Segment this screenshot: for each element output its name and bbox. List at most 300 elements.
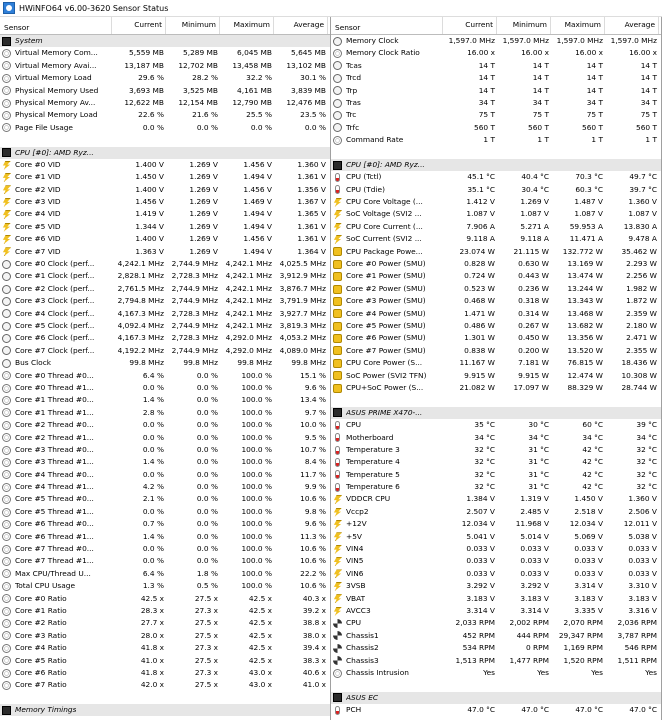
current-value: 32 °C [474, 482, 495, 492]
sensor-name: Core #0 Clock (perf... [15, 259, 95, 269]
average-value: 99.8 MHz [291, 358, 326, 368]
sensor-row[interactable] [331, 580, 661, 592]
sensor-row[interactable] [0, 630, 330, 642]
col-minimum-header[interactable]: Minimum [497, 17, 551, 34]
sensor-row[interactable] [331, 196, 661, 208]
sensor-row[interactable] [0, 109, 330, 121]
current-value: 34 T [478, 97, 495, 107]
sensor-name-cell [0, 642, 112, 654]
sensor-name-cell [331, 506, 443, 518]
sensor-name-cell [331, 493, 443, 505]
thermometer-icon [335, 458, 340, 467]
clock-icon [2, 285, 11, 294]
average-value: 47.0 °C [629, 705, 657, 715]
maximum-value: 1.494 V [243, 221, 272, 231]
voltage-icon [333, 594, 342, 603]
sensor-row[interactable] [331, 47, 661, 59]
maximum-value: 13.169 W [567, 259, 603, 269]
sensor-row[interactable] [0, 469, 330, 481]
sensor-row[interactable] [331, 518, 661, 530]
sensor-group-header[interactable] [0, 147, 330, 159]
maximum-value: 2,070 RPM [563, 618, 603, 628]
maximum-value: 1.456 V [243, 184, 272, 194]
sensor-row[interactable] [331, 444, 661, 456]
current-value: 4,192.2 MHz [117, 345, 164, 355]
current-value: 1.087 V [466, 209, 495, 219]
blank-row [0, 134, 330, 146]
sensor-row[interactable] [0, 332, 330, 344]
sensor-row[interactable] [0, 60, 330, 72]
average-value: 3,876.7 MHz [279, 283, 326, 293]
sensor-name-cell [331, 555, 443, 567]
sensor-row[interactable] [331, 370, 661, 382]
maximum-value: 0.033 V [574, 544, 603, 554]
average-value: 0.0 % [304, 122, 326, 132]
sensor-name: +5V [346, 531, 362, 541]
minimum-value: 0.033 V [520, 544, 549, 554]
sensor-row[interactable] [0, 357, 330, 369]
sensor-name: Core #3 Ratio [15, 630, 67, 640]
maximum-value: 132.772 W [562, 246, 603, 256]
sensor-name-cell [0, 617, 112, 629]
current-value: 34 °C [474, 432, 495, 442]
current-value: 1.301 W [464, 333, 495, 343]
minimum-value: 0.200 W [518, 345, 549, 355]
minimum-value: 5,289 MB [183, 48, 218, 58]
voltage-icon [2, 210, 11, 219]
average-value: 2.471 W [626, 333, 657, 343]
sensor-row[interactable] [0, 171, 330, 183]
average-value: 32 °C [636, 444, 657, 454]
maximum-value: 4,242.1 MHz [225, 308, 272, 318]
sensor-row[interactable] [331, 122, 661, 134]
current-value: 5.041 V [466, 531, 495, 541]
minimum-value: 5.014 V [520, 531, 549, 541]
sensor-row[interactable] [331, 493, 661, 505]
maximum-value: 100.0 % [241, 444, 272, 454]
sensor-row[interactable] [0, 394, 330, 406]
sensor-row[interactable] [0, 308, 330, 320]
col-sensor-header[interactable]: Sensor [331, 17, 443, 34]
sensor-name-cell [0, 246, 112, 258]
current-value: 0.468 W [464, 296, 495, 306]
sensor-row[interactable] [331, 295, 661, 307]
current-value: 3,693 MB [129, 85, 164, 95]
sensor-row[interactable] [331, 642, 661, 654]
sensor-name: Core #0 Thread #0... [15, 370, 94, 380]
minimum-value: 99.8 MHz [183, 358, 218, 368]
sensor-name-cell [0, 580, 112, 592]
maximum-value: 13.682 W [567, 320, 603, 330]
sensor-row[interactable] [0, 432, 330, 444]
gauge-icon [2, 656, 11, 665]
current-value: 99.8 MHz [129, 358, 164, 368]
clock-icon [333, 61, 342, 70]
minimum-value: 3.183 V [520, 593, 549, 603]
sensor-row[interactable] [331, 134, 661, 146]
average-value: 5,645 MB [291, 48, 326, 58]
sensor-row[interactable] [331, 35, 661, 47]
sensor-group-header[interactable] [331, 692, 661, 704]
sensor-row[interactable] [331, 469, 661, 481]
sensor-name: CPU (Tctl) [346, 172, 382, 182]
sensor-row[interactable] [0, 444, 330, 456]
sensor-group-header[interactable] [0, 35, 330, 47]
sensor-name-cell [0, 345, 112, 357]
power-icon [333, 346, 342, 355]
sensor-row[interactable] [0, 543, 330, 555]
sensor-name: CPU [346, 420, 362, 430]
power-icon [333, 247, 342, 256]
sensor-name-cell [331, 630, 443, 642]
current-value: 1.400 V [135, 234, 164, 244]
gauge-icon [2, 458, 11, 467]
average-value: 1.364 V [297, 246, 326, 256]
average-value: 13,102 MB [286, 60, 326, 70]
sensor-row[interactable] [0, 555, 330, 567]
sensor-row[interactable] [331, 667, 661, 679]
current-value: 3.292 V [466, 581, 495, 591]
average-value: 10.6 % [300, 544, 326, 554]
sensor-row[interactable] [0, 345, 330, 357]
sensor-row[interactable] [0, 370, 330, 382]
minimum-value: 0.5 % [196, 581, 218, 591]
maximum-value: 11.471 A [569, 234, 603, 244]
sensor-name: VDDCR CPU [346, 494, 391, 504]
sensor-name: Trfc [346, 122, 360, 132]
average-value: 15.1 % [300, 370, 326, 380]
sensor-row[interactable] [331, 233, 661, 245]
fan-icon [333, 619, 342, 628]
current-value: 1,597.0 MHz [448, 36, 495, 45]
average-value: 12.011 V [623, 519, 657, 529]
average-value: 0.033 V [628, 568, 657, 578]
chip-icon [333, 408, 342, 417]
average-value: 2.180 W [626, 320, 657, 330]
sensor-row[interactable] [0, 283, 330, 295]
sensor-group-header[interactable] [331, 407, 661, 419]
minimum-value: 0.0 % [196, 432, 218, 442]
sensor-name: Core #3 Thread #0... [15, 444, 94, 454]
minimum-value: 16.00 x [521, 48, 549, 58]
maximum-value: 12,790 MB [232, 97, 272, 107]
sensor-row[interactable] [331, 630, 661, 642]
maximum-value: 0.033 V [574, 556, 603, 566]
sensor-name-cell [0, 122, 112, 134]
sensor-row[interactable] [0, 605, 330, 617]
sensor-row[interactable] [0, 85, 330, 97]
sensor-row[interactable] [331, 345, 661, 357]
current-value: 1,513 RPM [455, 655, 495, 665]
maximum-value: 14 T [586, 60, 603, 70]
maximum-value: 1.494 V [243, 172, 272, 182]
voltage-icon [333, 235, 342, 244]
sensor-row[interactable] [331, 258, 661, 270]
clock-icon [333, 74, 342, 83]
sensor-name: PCH [346, 705, 362, 715]
sensor-row[interactable] [0, 382, 330, 394]
sensor-name: Motherboard [346, 432, 394, 442]
average-value: 1,597.0 MHz [610, 36, 657, 45]
sensor-name-cell [0, 407, 112, 419]
gauge-icon [2, 123, 11, 132]
sensor-name: Core #6 Thread #1... [15, 531, 94, 541]
sensor-row[interactable] [0, 47, 330, 59]
minimum-value: 2,744.9 MHz [171, 345, 218, 355]
minimum-value: 7.181 W [518, 358, 549, 368]
sensor-row[interactable] [0, 617, 330, 629]
sensor-row[interactable] [331, 605, 661, 617]
sensor-row[interactable] [0, 246, 330, 258]
power-icon [333, 285, 342, 294]
sensor-row[interactable] [0, 233, 330, 245]
sensor-name: Core #7 Power (SMU) [346, 345, 426, 355]
gauge-icon [2, 495, 11, 504]
col-sensor-header[interactable]: Sensor [0, 17, 112, 34]
average-value: 40.6 x [302, 667, 326, 677]
gauge-icon [2, 86, 11, 95]
sensor-name: Trc [346, 110, 357, 120]
minimum-value: 2,728.3 MHz [171, 333, 218, 343]
col-maximum-header[interactable]: Maximum [551, 17, 605, 34]
sensor-name-cell [0, 469, 112, 481]
sensor-name-cell [331, 233, 443, 245]
sensor-row[interactable] [331, 531, 661, 543]
current-value: 1 T [483, 135, 495, 145]
minimum-value: 3.292 V [520, 581, 549, 591]
maximum-value: 100.0 % [241, 395, 272, 405]
sensor-name-cell [0, 667, 112, 679]
sensor-name-cell [0, 47, 112, 59]
minimum-value: 30 °C [528, 420, 549, 430]
maximum-value: 4,242.1 MHz [225, 271, 272, 281]
sensor-row[interactable] [0, 184, 330, 196]
minimum-value: 3.314 V [520, 605, 549, 615]
sensor-row[interactable] [0, 518, 330, 530]
maximum-value: 1.087 V [574, 209, 603, 219]
window-title: HWiNFO64 v6.00-3620 Sensor Status [19, 3, 169, 13]
minimum-value: 0.630 W [518, 259, 549, 269]
gauge-icon [2, 446, 11, 455]
gauge-icon [2, 594, 11, 603]
maximum-value: 34 °C [582, 432, 603, 442]
average-value: 38.3 x [302, 655, 326, 665]
average-value: 2,036 RPM [617, 618, 657, 628]
sensor-name: Core #0 VID [15, 159, 61, 169]
sensor-row[interactable] [0, 72, 330, 84]
gauge-icon [2, 631, 11, 640]
sensor-row[interactable] [331, 320, 661, 332]
sensor-row[interactable] [0, 456, 330, 468]
sensor-group-header[interactable] [331, 159, 661, 171]
sensor-name: Core #2 Clock (perf... [15, 283, 95, 293]
sensor-name: Core #1 Ratio [15, 605, 67, 615]
minimum-value: Yes [537, 667, 549, 677]
sensor-row[interactable] [0, 270, 330, 282]
minimum-value: 2,744.9 MHz [171, 259, 218, 269]
sensor-name-cell [331, 419, 443, 431]
sensor-name-cell [331, 72, 443, 84]
sensor-group-header[interactable] [0, 704, 330, 716]
sensor-row[interactable] [331, 506, 661, 518]
maximum-value: 99.8 MHz [237, 358, 272, 368]
current-value: 0.033 V [466, 544, 495, 554]
average-value: 1.361 V [297, 221, 326, 231]
maximum-value: 43.0 x [248, 667, 272, 677]
sensor-row[interactable] [0, 258, 330, 270]
sensor-row[interactable] [331, 109, 661, 121]
sensor-row[interactable] [0, 122, 330, 134]
sensor-row[interactable] [0, 159, 330, 171]
minimum-value: 1.269 V [189, 159, 218, 169]
maximum-value: 1.487 V [574, 197, 603, 207]
maximum-value: 12.474 W [567, 370, 603, 380]
average-value: Yes [645, 667, 657, 677]
sensor-row[interactable] [0, 679, 330, 691]
sensor-row[interactable] [331, 481, 661, 493]
sensor-row[interactable] [0, 593, 330, 605]
group-label-cell [0, 35, 112, 47]
sensor-row[interactable] [331, 72, 661, 84]
sensor-name: Core #2 Power (SMU) [346, 283, 426, 293]
sensor-row[interactable] [331, 60, 661, 72]
sensor-row[interactable] [0, 493, 330, 505]
col-current-header[interactable]: Current [112, 17, 166, 34]
sensor-row[interactable] [0, 295, 330, 307]
sensor-name-cell [331, 246, 443, 258]
sensor-row[interactable] [0, 506, 330, 518]
sensor-name: Core #2 Thread #1... [15, 432, 94, 442]
sensor-row[interactable] [331, 432, 661, 444]
col-average-header[interactable]: Average [274, 17, 328, 34]
sensor-name: Core #5 Thread #0... [15, 494, 94, 504]
sensor-name: CPU Core Power (S... [346, 358, 423, 368]
sensor-row[interactable] [331, 208, 661, 220]
sensor-row[interactable] [331, 382, 661, 394]
col-minimum-header[interactable]: Minimum [166, 17, 220, 34]
sensor-row[interactable] [0, 419, 330, 431]
sensor-row[interactable] [0, 655, 330, 667]
current-value: 35 °C [474, 420, 495, 430]
maximum-value: 100.0 % [241, 544, 272, 554]
sensor-row[interactable] [331, 568, 661, 580]
sensor-name: Trp [346, 85, 358, 95]
average-value: 1.361 V [297, 234, 326, 244]
sensor-name-cell [331, 184, 443, 196]
minimum-value: 1.269 V [189, 221, 218, 231]
sensor-row[interactable] [331, 704, 661, 716]
sensor-row[interactable] [331, 97, 661, 109]
sensor-row[interactable] [0, 221, 330, 233]
sensor-row[interactable] [331, 617, 661, 629]
average-value: 23.5 % [300, 110, 326, 120]
minimum-value: 0.236 W [518, 283, 549, 293]
col-average-header[interactable]: Average [605, 17, 659, 34]
sensor-row[interactable] [331, 543, 661, 555]
minimum-value: 1,477 RPM [509, 655, 549, 665]
sensor-name-cell [0, 370, 112, 382]
maximum-value: 100.0 % [241, 457, 272, 467]
sensor-row[interactable] [331, 419, 661, 431]
sensor-name: CPU+SoC Power (S... [346, 382, 424, 392]
sensor-name-cell [0, 208, 112, 220]
sensor-row[interactable] [0, 531, 330, 543]
sensor-row[interactable] [331, 456, 661, 468]
sensor-row[interactable] [331, 171, 661, 183]
sensor-name-cell [0, 97, 112, 109]
thermometer-icon [335, 185, 340, 194]
minimum-value: 0.450 W [518, 333, 549, 343]
maximum-value: 75 T [586, 110, 603, 120]
sensor-row[interactable] [0, 580, 330, 592]
average-value: 49.7 °C [629, 172, 657, 182]
sensor-name-cell [331, 481, 443, 493]
sensor-row[interactable] [331, 283, 661, 295]
maximum-value: 560 T [582, 122, 603, 132]
sensor-name-cell [0, 568, 112, 580]
sensor-row[interactable] [331, 85, 661, 97]
sensor-name-cell [331, 357, 443, 369]
sensor-row[interactable] [0, 568, 330, 580]
col-current-header[interactable]: Current [443, 17, 497, 34]
minimum-value: 0.0 % [196, 457, 218, 467]
sensor-name-cell [331, 543, 443, 555]
sensor-name-cell [0, 543, 112, 555]
sensor-row[interactable] [0, 320, 330, 332]
sensor-row[interactable] [0, 667, 330, 679]
sensor-panel-left[interactable] [0, 17, 331, 720]
minimum-value: 2,744.9 MHz [171, 296, 218, 306]
current-value: 42.0 x [140, 680, 164, 690]
gauge-icon [2, 396, 11, 405]
sensor-row[interactable] [331, 593, 661, 605]
sensor-row[interactable] [331, 270, 661, 282]
minimum-value: 1.269 V [520, 197, 549, 207]
average-value: 9.6 % [304, 519, 326, 529]
average-value: 2.293 W [626, 259, 657, 269]
sensor-row[interactable] [0, 481, 330, 493]
maximum-value: 100.0 % [241, 382, 272, 392]
sensor-name-cell [0, 444, 112, 456]
gauge-icon [2, 384, 11, 393]
sensor-name: Temperature 5 [346, 469, 400, 479]
sensor-name: Core #3 Power (SMU) [346, 296, 426, 306]
sensor-row[interactable] [331, 221, 661, 233]
current-value: 2.507 V [466, 506, 495, 516]
current-value: 41.8 x [140, 667, 164, 677]
current-value: Yes [483, 667, 495, 677]
sensor-row[interactable] [331, 357, 661, 369]
maximum-value: 42.5 x [248, 605, 272, 615]
sensor-panel-right[interactable] [331, 17, 662, 720]
sensor-row[interactable] [0, 97, 330, 109]
sensor-row[interactable] [331, 332, 661, 344]
sensor-row[interactable] [0, 196, 330, 208]
maximum-value: 1.456 V [243, 159, 272, 169]
sensor-name-cell [0, 605, 112, 617]
col-maximum-header[interactable]: Maximum [220, 17, 274, 34]
sensor-row[interactable] [331, 246, 661, 258]
sensor-row[interactable] [331, 555, 661, 567]
current-value: 5,559 MB [129, 48, 164, 58]
sensor-row[interactable] [331, 655, 661, 667]
sensor-row[interactable] [0, 208, 330, 220]
sensor-row[interactable] [0, 407, 330, 419]
sensor-row[interactable] [331, 184, 661, 196]
sensor-row[interactable] [0, 642, 330, 654]
sensor-name: Chassis Intrusion [346, 667, 409, 677]
sensor-row[interactable] [331, 308, 661, 320]
